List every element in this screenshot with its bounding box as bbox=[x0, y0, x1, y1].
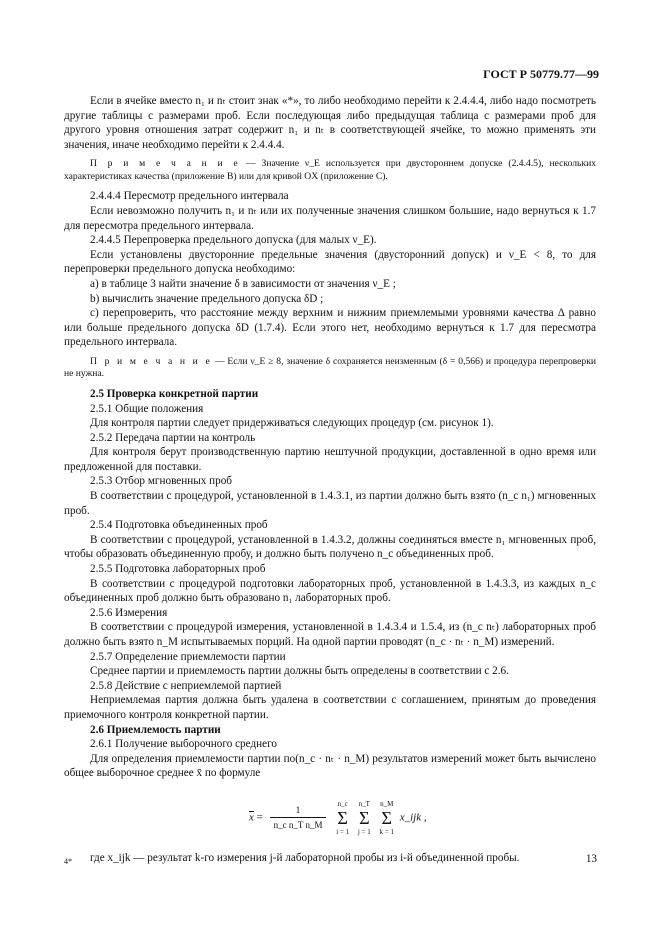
heading-258: 2.5.8 Действие с неприемлемой партией bbox=[90, 679, 282, 692]
text-2444: Если невозможно получить n₁ и nₜ или их полученные значения слишком большие, надо вернуться к 1.7 для пересмотра предельного интервала. bbox=[64, 204, 596, 232]
text-252: Для контроля берут производственную партию нештучной продукции, доставленной в одно время или предложенной для поставки. bbox=[64, 446, 596, 473]
document-header: ГОСТ Р 50779.77—99 bbox=[483, 67, 599, 81]
note-1: П р и м е ч а н и е — Значение ν_E используется при двустороннем допуске (2.4.4.5), нескольких характеристиках качества (приложение B) или для кривой OX (приложение C). bbox=[64, 158, 596, 182]
fraction-numerator: 1 bbox=[270, 803, 327, 819]
heading-255: 2.5.5 Подготовка лабораторных проб bbox=[90, 563, 266, 576]
footer-signature-mark: 4* bbox=[64, 857, 72, 866]
fraction-denominator: n_c n_T n_M bbox=[273, 820, 323, 831]
formula-lhs: $\overline{x}$ bbox=[249, 811, 254, 824]
formula-fraction bbox=[270, 803, 327, 833]
sum-j-bottom: j = 1 bbox=[357, 827, 371, 836]
heading-251: 2.5.1 Общие положения bbox=[90, 402, 204, 415]
sum-k-top: n_M bbox=[380, 799, 394, 808]
heading-2445: 2.4.4.5 Перепроверка предельного допуска (для малых ν_E). bbox=[90, 234, 377, 247]
text-254: В соответствии с процедурой, установленной в 1.4.3.2, должны соединяться вместе n₁ мгновенных проб, чтобы образовать объединенную пробу, и должно быть получено n_c объединенных проб. bbox=[64, 533, 596, 561]
list-item-a: а) в таблице 3 найти значение δ в зависимости от значения ν_E ; bbox=[90, 277, 396, 290]
list-item-b: b) вычислить значение предельного допуска δD ; bbox=[90, 292, 324, 305]
formula-term: x_ijk bbox=[399, 811, 422, 824]
formula-where: где x_ijk — результат k-го измерения j-й лабораторной пробы из i-й объединенной пробы. bbox=[90, 851, 520, 864]
sum-j bbox=[358, 799, 371, 837]
text-257: Среднее партии и приемлемость партии должны быть определены в соответствии с 2.6. bbox=[90, 665, 509, 678]
heading-252: 2.5.2 Передача партии на контроль bbox=[90, 431, 256, 444]
heading-261: 2.6.1 Получение выборочного среднего bbox=[90, 738, 278, 751]
sigma-icon: Σ bbox=[359, 807, 370, 828]
formula-tail: , bbox=[423, 811, 427, 824]
sum-i-bottom: i = 1 bbox=[336, 827, 350, 836]
text-255: В соответствии с процедурой подготовки лабораторных проб, установленной в 1.4.3.3, из каждых n_c объединенных проб должно быть образовано n₁ лабораторных проб. bbox=[64, 577, 596, 605]
heading-254: 2.5.4 Подготовка объединенных проб bbox=[90, 519, 268, 532]
heading-25: 2.5 Проверка конкретной партии bbox=[90, 387, 259, 400]
heading-2444: 2.4.4.4 Пересмотр предельного интервала bbox=[90, 190, 289, 203]
sigma-icon: Σ bbox=[337, 807, 348, 828]
heading-26: 2.6 Приемлемость партии bbox=[90, 723, 221, 736]
sum-i bbox=[336, 799, 349, 837]
text-256: В соответствии с процедурой измерения, установленной в 1.4.3.4 и 1.5.4, из (n_c nₜ) лабораторных проб должно быть взято n_M испытываемых порций. На одной партии проводят (n_c · nₜ · n_M) измерений. bbox=[64, 621, 596, 648]
note-2: П р и м е ч а н и е — Если ν_E ≥ 8, значение δ сохраняется неизменным (δ = 0,566) и процедура перепроверки не нужна. bbox=[64, 355, 596, 380]
sum-i-top: n_c bbox=[337, 799, 348, 808]
text-2445: Если установлены двусторонние предельные значения (двусторонний допуск) и ν_E < 8, то для перепроверки предельного допуска необходимо: bbox=[64, 248, 596, 276]
text-251: Для контроля партии следует придерживаться следующих процедур (см. рисунок 1). bbox=[90, 417, 494, 430]
page-body bbox=[64, 94, 596, 866]
text-261: Для определения приемлемости партии по(n_c · nₜ · n_M) результатов измерений может быть вычислено общее выборочное среднее x̄ по формуле bbox=[64, 752, 596, 780]
formula-equals: = bbox=[256, 811, 263, 824]
heading-253: 2.5.3 Отбор мгновенных проб bbox=[90, 475, 232, 488]
sum-k-bottom: k = 1 bbox=[379, 827, 394, 836]
page-number: 13 bbox=[585, 853, 597, 865]
heading-257: 2.5.7 Определение приемлемости партии bbox=[90, 650, 286, 663]
mean-formula bbox=[64, 789, 596, 851]
text-253: В соответствии с процедурой, установленной в 1.4.3.1, из партии должно быть взято (n_c n₁) мгновенных проб. bbox=[64, 490, 596, 517]
heading-256: 2.5.6 Измерения bbox=[90, 606, 168, 619]
sum-j-top: n_T bbox=[358, 799, 370, 808]
sigma-icon: Σ bbox=[381, 807, 392, 828]
text-258: Неприемлемая партия должна быть удалена в соответствии с соглашением, принятым до проведения приемочного контроля конкретной партии. bbox=[64, 694, 596, 721]
list-item-c: c) перепроверить, что расстояние между верхним и нижним приемлемыми уровнями качества Δ равно или больше предельного допуска δD (1.7.4). Если этого нет, необходимо вернуться к 1.7 для пересмотра предельного интервала. bbox=[64, 307, 596, 349]
sum-k bbox=[380, 799, 394, 837]
paragraph-cell-star: Если в ячейке вместо n₁ и nₜ стоит знак «*», то либо необходимо перейти к 2.4.4.4, либо надо посмотреть другие таблицы с размерами проб. Если последующая либо предыдущая таблица с размерами проб для другого уровня отношения затрат содержит n₁ и nₜ в соответствующей ячейке, то можно применять эти значения, иначе необходимо перейти к 2.4.4.4. bbox=[64, 95, 596, 151]
